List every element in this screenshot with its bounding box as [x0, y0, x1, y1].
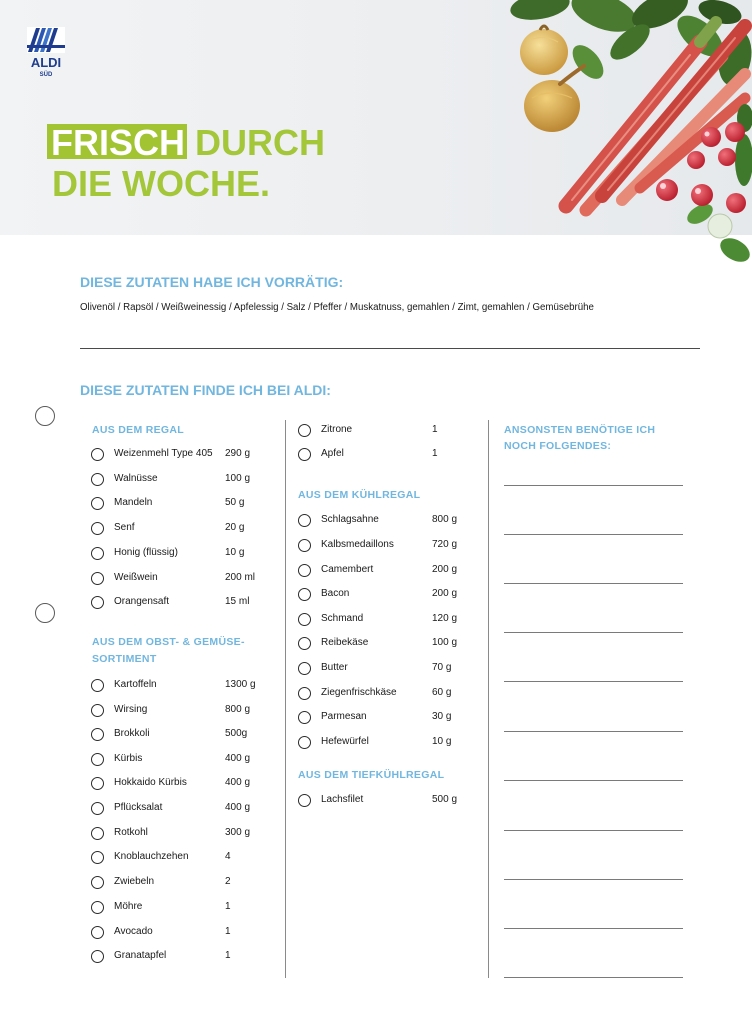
item-name: Orangensaft [114, 596, 170, 607]
item-quantity: 70 g [432, 662, 452, 673]
list-item [298, 536, 478, 554]
list-item [298, 791, 478, 809]
rhubarb-stalks [566, 22, 745, 210]
item-quantity: 50 g [225, 497, 245, 508]
item-quantity: 10 g [225, 547, 245, 558]
list-item [91, 544, 271, 562]
logo-brand-text: ALDI [30, 55, 62, 70]
checkbox[interactable] [91, 704, 104, 717]
section-title-line: SORTIMENT [92, 653, 157, 665]
write-in-line [504, 879, 683, 880]
vegetables-illustration [480, 0, 752, 285]
item-name: Reibekäse [321, 637, 369, 648]
section-title-chilled: AUS DEM KÜHLREGAL [298, 489, 421, 501]
checkbox[interactable] [298, 424, 311, 437]
item-quantity: 10 g [432, 736, 452, 747]
title-line1-rest: DURCH [195, 122, 325, 163]
item-quantity: 1 [225, 950, 231, 961]
extra-items-heading [504, 422, 655, 454]
radish-highlight [705, 132, 710, 137]
checkbox[interactable] [298, 448, 311, 461]
item-quantity: 60 g [432, 687, 452, 698]
write-in-line [504, 632, 683, 633]
list-item [298, 708, 478, 726]
extra-heading-line: NOCH FOLGENDES: [504, 440, 612, 452]
list-item [91, 725, 271, 743]
checkbox[interactable] [298, 736, 311, 749]
item-quantity: 290 g [225, 448, 251, 459]
white-radish [708, 214, 732, 238]
checkbox[interactable] [91, 876, 104, 889]
list-item [298, 421, 478, 439]
list-item [91, 923, 271, 941]
list-item [298, 561, 478, 579]
list-item [91, 898, 271, 916]
checkbox[interactable] [91, 522, 104, 535]
item-quantity: 1 [432, 448, 438, 459]
item-quantity: 30 g [432, 711, 452, 722]
binder-hole [35, 603, 55, 623]
list-item [91, 750, 271, 768]
item-name: Bacon [321, 588, 350, 599]
item-name: Kartoffeln [114, 679, 157, 690]
radish [691, 184, 713, 206]
rhubarb-stalk [640, 98, 745, 188]
write-in-line [504, 928, 683, 929]
item-name: Apfel [321, 448, 344, 459]
list-item [91, 494, 271, 512]
onion-stem [560, 66, 584, 84]
item-quantity: 100 g [225, 473, 251, 484]
write-in-line [504, 583, 683, 584]
item-quantity: 800 g [225, 704, 251, 715]
item-name: Granatapfel [114, 950, 167, 961]
aldi-logo [22, 22, 70, 80]
item-quantity: 2 [225, 876, 231, 887]
radish-leaf [735, 134, 752, 186]
checkbox[interactable] [298, 794, 311, 807]
item-name: Zitrone [321, 424, 353, 435]
section-title-produce [92, 634, 245, 668]
item-name: Walnüsse [114, 473, 158, 484]
logo-region-text: SÜD [39, 72, 53, 78]
spinach-leaf [508, 0, 572, 24]
list-item [91, 824, 271, 842]
item-quantity: 400 g [225, 802, 251, 813]
list-item [91, 873, 271, 891]
checkbox[interactable] [91, 901, 104, 914]
item-name: Lachsfilet [321, 794, 364, 805]
radish [701, 127, 721, 147]
checkbox[interactable] [298, 637, 311, 650]
item-quantity: 400 g [225, 753, 251, 764]
checkbox[interactable] [91, 596, 104, 609]
item-quantity: 300 g [225, 827, 251, 838]
list-item [298, 659, 478, 677]
checkbox[interactable] [298, 662, 311, 675]
item-quantity: 100 g [432, 637, 458, 648]
checkbox[interactable] [298, 711, 311, 724]
list-item [298, 610, 478, 628]
checkbox[interactable] [298, 613, 311, 626]
list-item [91, 569, 271, 587]
checkbox[interactable] [91, 448, 104, 461]
checkbox[interactable] [298, 687, 311, 700]
checkbox[interactable] [298, 564, 311, 577]
list-item [91, 519, 271, 537]
list-item [298, 511, 478, 529]
checkbox[interactable] [91, 497, 104, 510]
list-item [298, 684, 478, 702]
title-line2: DIE WOCHE. [52, 163, 271, 204]
onion [524, 80, 580, 132]
item-name: Hokkaido Kürbis [114, 777, 187, 788]
write-in-line [504, 681, 683, 682]
checkbox[interactable] [91, 802, 104, 815]
item-name: Zwiebeln [114, 876, 155, 887]
checkbox[interactable] [91, 473, 104, 486]
item-name: Kalbsmedaillons [321, 539, 394, 550]
item-quantity: 1 [225, 926, 231, 937]
item-name: Weißwein [114, 572, 158, 583]
item-name: Knoblauchzehen [114, 851, 189, 862]
item-name: Senf [114, 522, 135, 533]
spinach-leaf [567, 40, 610, 85]
extra-heading-line: ANSONSTEN BENÖTIGE ICH [504, 424, 656, 436]
item-name: Mandeln [114, 497, 153, 508]
list-item [91, 445, 271, 463]
item-quantity: 720 g [432, 539, 458, 550]
radish [718, 148, 736, 166]
item-name: Schlagsahne [321, 514, 379, 525]
item-quantity: 20 g [225, 522, 245, 533]
divider [80, 348, 700, 349]
item-name: Honig (flüssig) [114, 547, 178, 558]
item-name: Butter [321, 662, 348, 673]
onion [520, 29, 568, 75]
item-quantity: 1 [432, 424, 438, 435]
checkbox[interactable] [91, 851, 104, 864]
list-item [91, 470, 271, 488]
item-name: Rotkohl [114, 827, 148, 838]
radish [726, 193, 746, 213]
checkbox[interactable] [298, 539, 311, 552]
item-quantity: 500 g [432, 794, 458, 805]
item-quantity: 1 [225, 901, 231, 912]
list-item [91, 701, 271, 719]
item-quantity: 800 g [432, 514, 458, 525]
pantry-items-text: Olivenöl / Rapsöl / Weißweinessig / Apfelessig / Salz / Pfeffer / Muskatnuss, gemahlen / Zimt, gemahlen / Gemüsebrühe [80, 302, 594, 313]
list-item [91, 676, 271, 694]
item-quantity: 15 ml [225, 596, 250, 607]
binder-hole [35, 406, 55, 426]
checkbox[interactable] [91, 679, 104, 692]
list-item [298, 585, 478, 603]
column-divider [488, 420, 489, 978]
item-quantity: 120 g [432, 613, 458, 624]
item-name: Schmand [321, 613, 364, 624]
pantry-heading: DIESE ZUTATEN HABE ICH VORRÄTIG: [80, 274, 344, 290]
onions [520, 26, 584, 132]
item-name: Hefewürfel [321, 736, 369, 747]
checkbox[interactable] [91, 728, 104, 741]
item-quantity: 200 g [432, 588, 458, 599]
checkbox[interactable] [91, 547, 104, 560]
item-name: Wirsing [114, 704, 148, 715]
list-item [91, 774, 271, 792]
item-name: Kürbis [114, 753, 143, 764]
section-title-frozen: AUS DEM TIEFKÜHLREGAL [298, 769, 445, 781]
item-name: Möhre [114, 901, 143, 912]
item-name: Ziegenfrischkäse [321, 687, 397, 698]
list-item [91, 593, 271, 611]
item-quantity: 1300 g [225, 679, 256, 690]
item-name: Pflücksalat [114, 802, 163, 813]
write-in-line [504, 731, 683, 732]
list-item [298, 445, 478, 463]
section-title-line: AUS DEM OBST- & GEMÜSE- [92, 636, 245, 648]
item-quantity: 400 g [225, 777, 251, 788]
list-item [298, 733, 478, 751]
item-name: Camembert [321, 564, 374, 575]
radish [725, 122, 745, 142]
item-name: Parmesan [321, 711, 367, 722]
item-quantity: 200 ml [225, 572, 256, 583]
item-quantity: 4 [225, 851, 231, 862]
logo-band [27, 45, 65, 48]
checkbox[interactable] [91, 777, 104, 790]
section-title-regal: AUS DEM REGAL [92, 424, 184, 436]
write-in-line [504, 780, 683, 781]
radish [687, 151, 705, 169]
checkbox[interactable] [91, 950, 104, 963]
write-in-line [504, 485, 683, 486]
list-item [91, 848, 271, 866]
radish [656, 179, 678, 201]
checkbox[interactable] [298, 514, 311, 527]
checkbox[interactable] [91, 753, 104, 766]
checkbox[interactable] [298, 588, 311, 601]
item-quantity: 200 g [432, 564, 458, 575]
item-name: Weizenmehl Type 405 [114, 448, 213, 459]
checkbox[interactable] [91, 827, 104, 840]
radish-highlight [660, 183, 666, 189]
list-item [91, 799, 271, 817]
write-in-line [504, 830, 683, 831]
list-item [91, 947, 271, 965]
checkbox[interactable] [91, 926, 104, 939]
write-in-line [504, 534, 683, 535]
list-item [298, 634, 478, 652]
item-name: Avocado [114, 926, 153, 937]
write-in-line [504, 977, 683, 978]
item-quantity: 500g [225, 728, 248, 739]
column-divider [285, 420, 286, 978]
checkbox[interactable] [91, 572, 104, 585]
radish-highlight [695, 188, 701, 194]
shopping-heading: DIESE ZUTATEN FINDE ICH BEI ALDI: [80, 382, 331, 398]
title-highlight: FRISCH [51, 122, 185, 163]
item-name: Brokkoli [114, 728, 150, 739]
